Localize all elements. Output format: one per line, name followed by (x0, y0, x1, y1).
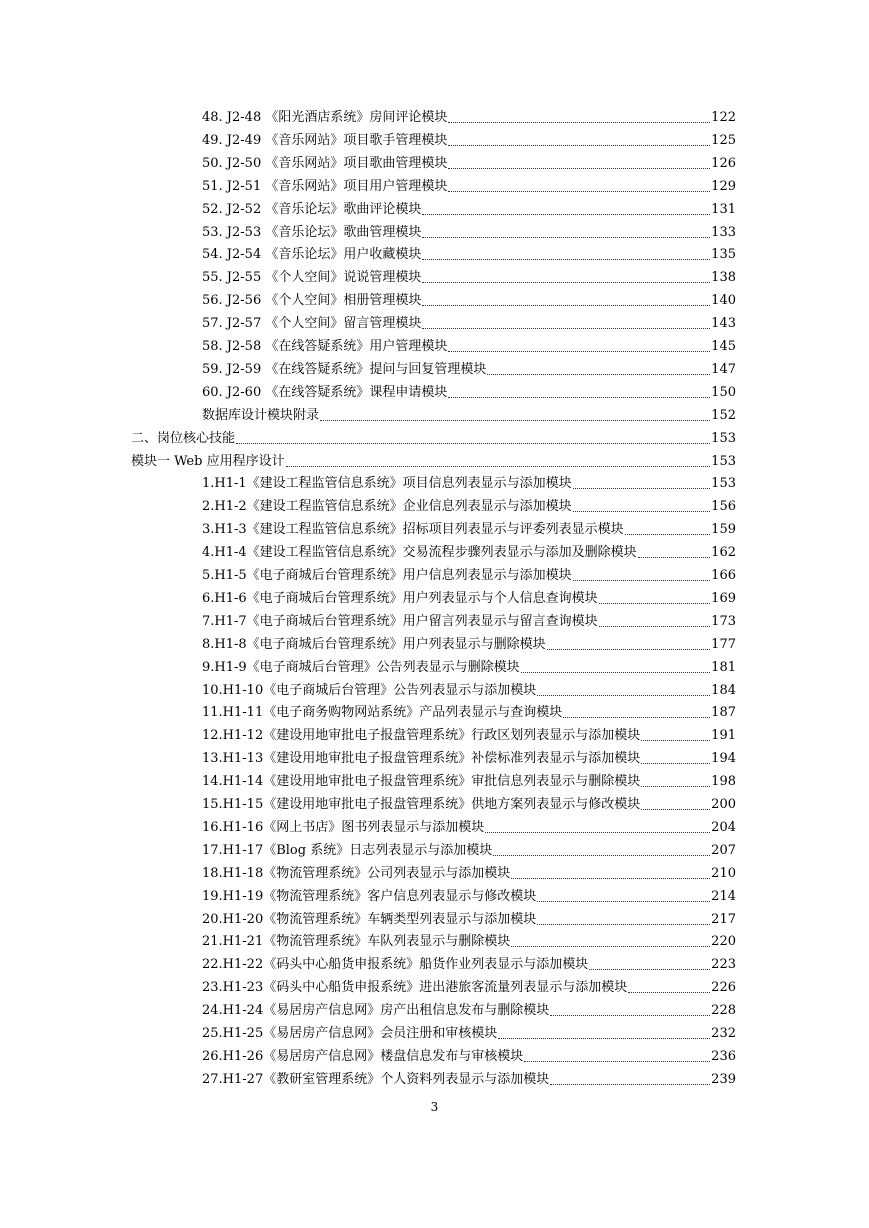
toc-entry[interactable] (202, 814, 736, 836)
toc-entry[interactable] (202, 928, 736, 950)
toc-entry-page: 133 (711, 224, 736, 240)
toc-entry-page: 223 (711, 957, 736, 973)
toc-entry-title: 8.H1-8《电子商城后台管理系统》用户列表显示与删除模块 (202, 636, 546, 652)
dot-leader (550, 1083, 710, 1085)
toc-entry[interactable] (202, 1020, 736, 1042)
toc-entry-page: 173 (711, 613, 736, 629)
toc-entry[interactable] (131, 448, 736, 470)
toc-entry[interactable] (202, 677, 736, 699)
dot-leader (448, 121, 710, 123)
dot-leader (448, 167, 710, 169)
toc-entry-title: 57. J2-57 《个人空间》留言管理模块 (202, 316, 422, 332)
toc-entry[interactable] (202, 608, 736, 630)
toc-entry[interactable] (202, 699, 736, 721)
toc-entry[interactable] (202, 974, 736, 996)
toc-entry[interactable] (202, 402, 736, 424)
toc-entry[interactable] (202, 241, 736, 263)
toc-entry[interactable] (202, 860, 736, 882)
toc-entry-title: 59. J2-59 《在线答疑系统》提问与回复管理模块 (202, 361, 487, 377)
dot-leader (493, 854, 710, 856)
toc-entry[interactable] (202, 516, 736, 538)
toc-entry[interactable] (202, 951, 736, 973)
toc-entry-title: 12.H1-12《建设用地审批电子报盘管理系统》行政区划列表显示与添加模块 (202, 728, 641, 744)
toc-entry-page: 126 (711, 155, 736, 171)
toc-entry-title: 25.H1-25《易居房产信息网》会员注册和审核模块 (202, 1026, 498, 1041)
toc-entry-page: 204 (711, 819, 736, 835)
toc-entry-title: 10.H1-10《电子商城后台管理》公告列表显示与添加模块 (202, 682, 537, 698)
dot-leader (589, 968, 710, 970)
toc-entry-page: 181 (711, 659, 736, 675)
dot-leader (573, 487, 710, 489)
toc-entry-title: 11.H1-11《电子商务购物网站系统》产品列表显示与查询模块 (202, 705, 563, 721)
dot-leader (448, 350, 710, 352)
toc-entry-title: 58. J2-58 《在线答疑系统》用户管理模块 (202, 339, 448, 354)
toc-entry-title: 51. J2-51 《音乐网站》项目用户管理模块 (202, 178, 448, 194)
toc-entry-title: 21.H1-21《物流管理系统》车队列表显示与删除模块 (202, 934, 511, 950)
dot-leader (599, 625, 710, 627)
toc-entry-title: 17.H1-17《Blog 系统》日志列表显示与添加模块 (202, 842, 493, 858)
toc-entry-title: 22.H1-22《码头中心船货申报系统》船货作业列表显示与添加模块 (202, 957, 589, 973)
toc-entry[interactable] (202, 837, 736, 859)
toc-entry-page: 150 (711, 384, 736, 400)
dot-leader (236, 442, 710, 444)
toc-entry[interactable] (202, 997, 736, 1019)
toc-entry-title: 54. J2-54 《音乐论坛》用户收藏模块 (202, 247, 422, 263)
toc-entry-page: 214 (711, 888, 736, 904)
toc-entry-page: 194 (711, 751, 736, 767)
toc-entry-title: 49. J2-49 《音乐网站》项目歌手管理模块 (202, 132, 448, 148)
toc-entry-page: 207 (711, 842, 736, 858)
toc-entry-title: 53. J2-53 《音乐论坛》歌曲管理模块 (202, 224, 422, 240)
toc-entry-title: 48. J2-48 《阳光酒店系统》房间评论模块 (202, 110, 448, 125)
toc-entry[interactable] (202, 333, 736, 355)
dot-leader (573, 510, 710, 512)
dot-leader (487, 373, 710, 375)
toc-entry-title: 1.H1-1《建设工程监管信息系统》项目信息列表显示与添加模块 (202, 476, 572, 492)
toc-entry-title: 数据库设计模块附录 (202, 407, 320, 423)
toc-entry-page: 159 (711, 522, 736, 538)
toc-entry-title: 52. J2-52 《音乐论坛》歌曲评论模块 (202, 201, 422, 217)
toc-entry-page: 153 (711, 430, 736, 446)
toc-entry[interactable] (202, 219, 736, 241)
toc-entry[interactable] (202, 654, 736, 676)
toc-entry[interactable] (202, 562, 736, 584)
toc-entry-title: 二、岗位核心技能 (131, 430, 236, 446)
toc-entry-page: 210 (711, 865, 736, 881)
toc-entry-page: 239 (711, 1071, 736, 1087)
dot-leader (320, 419, 710, 421)
dot-leader (485, 831, 710, 833)
toc-entry-title: 24.H1-24《易居房产信息网》房产出租信息发布与删除模块 (202, 1003, 550, 1019)
toc-entry-title: 7.H1-7《电子商城后台管理系统》用户留言列表显示与留言查询模块 (202, 613, 598, 629)
toc-entry-title: 2.H1-2《建设工程监管信息系统》企业信息列表显示与添加模块 (202, 499, 572, 515)
dot-leader (422, 281, 710, 283)
dot-leader (448, 190, 710, 192)
dot-leader (641, 762, 710, 764)
toc-entry-page: 228 (711, 1003, 736, 1019)
toc-entry[interactable] (202, 127, 736, 149)
toc-entry-title: 23.H1-23《码头中心船货申报系统》进出港旅客流量列表显示与添加模块 (202, 980, 628, 996)
toc-entry-page: 236 (711, 1048, 736, 1064)
toc-entry[interactable] (202, 150, 736, 172)
toc-entry[interactable] (202, 722, 736, 744)
toc-entry[interactable] (202, 631, 736, 653)
toc-entry[interactable] (202, 470, 736, 492)
dot-leader (563, 716, 710, 718)
toc-entry[interactable] (202, 287, 736, 309)
page-number: 3 (430, 1100, 439, 1114)
toc-entry[interactable] (202, 310, 736, 332)
dot-leader (537, 923, 710, 925)
dot-leader (550, 1014, 710, 1016)
toc-entry-page: 129 (711, 178, 736, 194)
toc-entry-page: 226 (711, 980, 736, 996)
dot-leader (628, 991, 710, 993)
toc-entry[interactable] (202, 173, 736, 195)
toc-entry-page: 131 (711, 201, 736, 217)
toc-entry[interactable] (202, 906, 736, 928)
toc-entry[interactable] (202, 104, 736, 126)
dot-leader (422, 258, 710, 260)
toc-entry[interactable] (202, 539, 736, 561)
toc-entry-page: 153 (711, 476, 736, 492)
toc-entry[interactable] (202, 196, 736, 218)
dot-leader (638, 556, 710, 558)
dot-leader (286, 465, 711, 467)
toc-entry-title: 14.H1-14《建设用地审批电子报盘管理系统》审批信息列表显示与删除模块 (202, 774, 641, 790)
toc-entry[interactable] (202, 493, 736, 515)
toc-entry-title: 26.H1-26《易居房产信息网》楼盘信息发布与审核模块 (202, 1048, 524, 1064)
toc-entry[interactable] (202, 585, 736, 607)
toc-entry[interactable] (202, 1066, 736, 1088)
toc-entry-title: 18.H1-18《物流管理系统》公司列表显示与添加模块 (202, 865, 511, 881)
toc-entry-page: 177 (711, 636, 736, 652)
toc-entry-page: 191 (711, 728, 736, 744)
toc-entry-page: 152 (711, 407, 736, 423)
dot-leader (547, 648, 710, 650)
toc-entry-title: 20.H1-20《物流管理系统》车辆类型列表显示与添加模块 (202, 911, 537, 927)
toc-entry-page: 200 (711, 797, 736, 812)
toc-entry-page: 162 (711, 545, 736, 561)
dot-leader (448, 144, 710, 146)
dot-leader (599, 602, 710, 604)
toc-entry[interactable] (202, 356, 736, 378)
toc-entry-page: 232 (711, 1026, 736, 1041)
toc-entry-page: 143 (711, 316, 736, 332)
toc-entry-page: 217 (711, 911, 736, 927)
dot-leader (422, 236, 710, 238)
toc-entry-title: 5.H1-5《电子商城后台管理系统》用户信息列表显示与添加模块 (202, 568, 572, 583)
toc-entry-title: 模块一 Web 应用程序设计 (131, 453, 285, 469)
toc-entry-page: 156 (711, 499, 736, 515)
toc-entry-page: 169 (711, 590, 736, 606)
toc-entry-title: 9.H1-9《电子商城后台管理》公告列表显示与删除模块 (202, 659, 520, 675)
toc-entry[interactable] (202, 768, 736, 790)
dot-leader (625, 533, 710, 535)
toc-entry-page: 140 (711, 293, 736, 309)
toc-entry-title: 55. J2-55 《个人空间》说说管理模块 (202, 270, 422, 286)
dot-leader (448, 396, 710, 398)
toc-entry-title: 4.H1-4《建设工程监管信息系统》交易流程步骤列表显示与添加及删除模块 (202, 545, 637, 561)
toc-entry-title: 15.H1-15《建设用地审批电子报盘管理系统》供地方案列表显示与修改模块 (202, 797, 641, 812)
dot-leader (641, 808, 710, 810)
toc-entry-title: 60. J2-60 《在线答疑系统》课程申请模块 (202, 384, 448, 400)
toc-entry[interactable] (202, 883, 736, 905)
dot-leader (521, 671, 710, 673)
dot-leader (537, 900, 710, 902)
toc-entry-page: 184 (711, 682, 736, 698)
dot-leader (422, 304, 710, 306)
dot-leader (573, 579, 710, 581)
toc-entry[interactable] (131, 425, 736, 447)
toc-entry[interactable] (202, 745, 736, 767)
toc-entry-title: 27.H1-27《教研室管理系统》个人资料列表显示与添加模块 (202, 1071, 550, 1087)
toc-entry-page: 153 (711, 453, 736, 469)
toc-entry-page: 135 (711, 247, 736, 263)
dot-leader (422, 213, 710, 215)
toc-entry-page: 138 (711, 270, 736, 286)
toc-entry-title: 13.H1-13《建设用地审批电子报盘管理系统》补偿标准列表显示与添加模块 (202, 751, 641, 767)
toc-entry-page: 145 (711, 339, 736, 354)
toc-entry-title: 16.H1-16《网上书店》图书列表显示与添加模块 (202, 819, 485, 835)
dot-leader (511, 877, 710, 879)
toc-entry-title: 56. J2-56 《个人空间》相册管理模块 (202, 293, 422, 309)
toc-entry-page: 198 (711, 774, 736, 790)
dot-leader (537, 694, 710, 696)
toc-entry[interactable] (202, 379, 736, 401)
toc-entry[interactable] (202, 1043, 736, 1065)
dot-leader (641, 739, 710, 741)
toc-entry[interactable] (202, 791, 736, 813)
dot-leader (511, 945, 710, 947)
toc-entry-title: 19.H1-19《物流管理系统》客户信息列表显示与修改模块 (202, 888, 537, 904)
toc-entry-page: 220 (711, 934, 736, 950)
dot-leader (524, 1060, 710, 1062)
toc-entry[interactable] (202, 264, 736, 286)
dot-leader (422, 327, 710, 329)
dot-leader (498, 1037, 710, 1039)
toc-entry-title: 50. J2-50 《音乐网站》项目歌曲管理模块 (202, 155, 448, 171)
toc-entry-title: 3.H1-3《建设工程监管信息系统》招标项目列表显示与评委列表显示模块 (202, 522, 624, 538)
toc-entry-page: 125 (711, 132, 736, 148)
toc-entry-page: 147 (711, 361, 736, 377)
toc-entry-page: 166 (711, 568, 736, 583)
dot-leader (641, 785, 710, 787)
toc-entry-page: 122 (711, 110, 736, 125)
toc-entry-page: 187 (711, 705, 736, 721)
toc-entry-title: 6.H1-6《电子商城后台管理系统》用户列表显示与个人信息查询模块 (202, 590, 598, 606)
